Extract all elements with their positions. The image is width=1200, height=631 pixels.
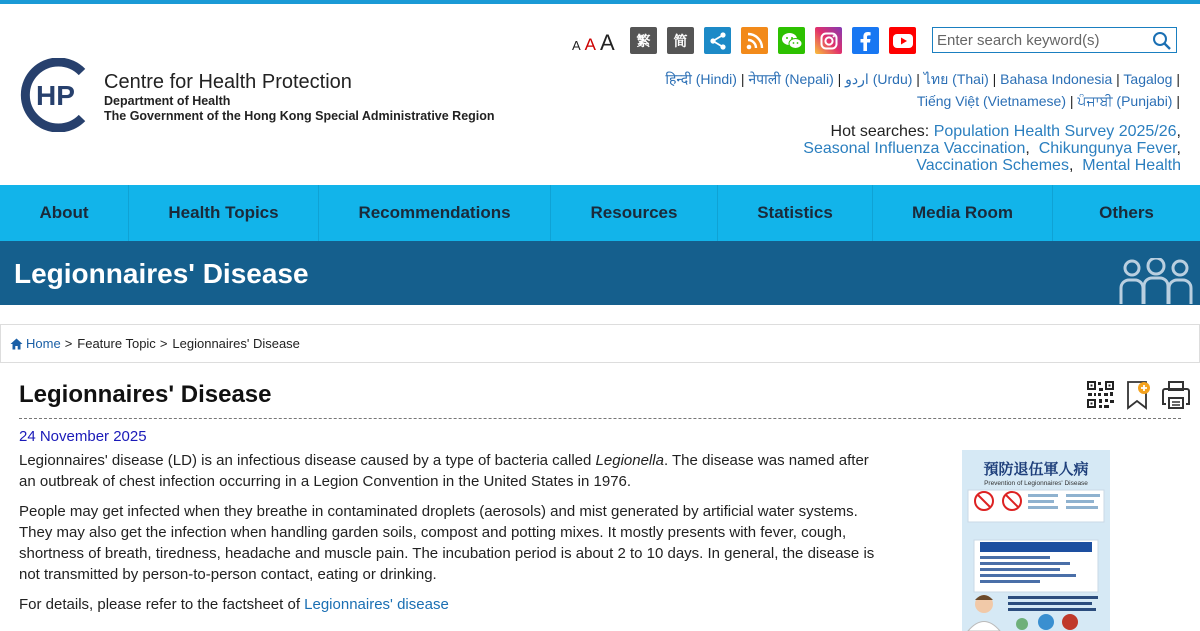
lang-punjabi[interactable]: ਪੰਜਾਬੀ (Punjabi) — [1077, 93, 1173, 109]
svg-text:HP: HP — [36, 80, 75, 111]
site-title[interactable]: Centre for Health Protection — [104, 71, 352, 93]
qr-code-icon[interactable] — [1086, 380, 1115, 409]
instagram-icon[interactable] — [815, 27, 842, 54]
banner-title: Legionnaires' Disease — [14, 258, 309, 289]
wechat-icon[interactable] — [778, 27, 805, 54]
youtube-icon[interactable] — [889, 27, 916, 54]
print-icon[interactable] — [1161, 380, 1191, 410]
nav-recommendations[interactable]: Recommendations — [319, 185, 551, 241]
hot-search-link[interactable]: Mental Health — [1082, 157, 1181, 174]
facebook-icon[interactable] — [852, 27, 879, 54]
poster-subtitle: Prevention of Legionnaires' Disease — [984, 480, 1088, 487]
font-size-large[interactable]: A — [600, 30, 615, 55]
article-paragraph: For details, please refer to the factsheet of Legionnaires' disease — [19, 596, 449, 613]
factsheet-link[interactable]: Legionnaires' disease — [304, 596, 449, 613]
font-size-medium[interactable]: A — [584, 35, 597, 54]
breadcrumb — [0, 324, 1200, 363]
breadcrumb-separator: > — [159, 336, 168, 351]
poster-title: 預防退伍軍人病 — [983, 460, 1089, 478]
nav-media-room[interactable]: Media Room — [873, 185, 1053, 241]
prevention-poster[interactable] — [962, 450, 1110, 631]
lang-vietnamese[interactable]: Tiếng Việt (Vietnamese) — [916, 93, 1066, 109]
simplified-chinese-button[interactable]: 简 — [667, 27, 694, 54]
traditional-chinese-button[interactable]: 繁 — [630, 27, 657, 54]
breadcrumb-home[interactable]: Home — [26, 336, 61, 351]
lang-hindi[interactable]: हिन्दी (Hindi) — [665, 71, 737, 87]
hot-search-link[interactable]: Population Health Survey 2025/26 — [933, 123, 1177, 140]
chp-logo[interactable] — [20, 58, 92, 132]
search-box — [932, 27, 1177, 53]
article-body — [19, 450, 879, 624]
lang-nepali[interactable]: नेपाली (Nepali) — [748, 71, 834, 87]
page-title: Legionnaires' Disease — [19, 381, 272, 408]
font-size-small[interactable]: A — [572, 38, 581, 53]
title-divider — [19, 418, 1181, 419]
search-icon[interactable] — [1152, 31, 1172, 51]
language-links: हिन्दी (Hindi) | नेपाली (Nepali) | اردو (Urdu) | ไทย (Thai) | Bahasa Indonesia | Tagalog | Tiếng Việt (Vietnamese) | ਪੰਜਾਬੀ (Punjabi) | — [665, 71, 1180, 109]
page-tools — [1086, 380, 1191, 410]
lang-indonesian[interactable]: Bahasa Indonesia — [1000, 71, 1113, 87]
nav-resources[interactable]: Resources — [551, 185, 718, 241]
header-tool-icons — [630, 27, 916, 54]
lang-tagalog[interactable]: Tagalog — [1123, 71, 1173, 87]
top-accent-bar — [0, 0, 1200, 4]
site-identity — [104, 70, 495, 124]
breadcrumb-feature-topic[interactable]: Feature Topic — [77, 336, 156, 351]
people-group-icon — [1118, 258, 1194, 306]
publish-date: 24 November 2025 — [19, 428, 147, 445]
nav-health-topics[interactable]: Health Topics — [129, 185, 319, 241]
breadcrumb-separator: > — [64, 336, 73, 351]
nav-others[interactable]: Others — [1099, 203, 1154, 222]
nav-statistics[interactable]: Statistics — [718, 185, 873, 241]
site-department: Department of Health — [104, 94, 231, 108]
lang-thai[interactable]: ไทย (Thai) — [923, 71, 989, 87]
bookmark-icon[interactable] — [1125, 380, 1151, 410]
article-paragraph: Legionnaires' disease (LD) is an infectious disease caused by a type of bacteria called Legionella. The disease was named after an outbreak of chest infection occurring in a Legion Convention in the United States in 1976. — [19, 452, 869, 490]
lang-urdu[interactable]: اردو (Urdu) — [845, 71, 913, 87]
home-icon[interactable] — [10, 338, 23, 350]
rss-icon[interactable] — [741, 27, 768, 54]
font-size-controls — [572, 30, 615, 56]
breadcrumb-current: Legionnaires' Disease — [172, 336, 300, 351]
poster-illustration — [962, 450, 1110, 631]
nav-about[interactable]: About — [0, 185, 129, 241]
hot-searches-label: Hot searches: — [830, 123, 930, 140]
article-paragraph: People may get infected when they breathe in contaminated droplets (aerosols) and mist generated by artificial water systems. They may also get the infection when handling garden soils, compost and potting mixes. It mostly presents with fever, cough, shortness of breath, tiredness, headache and muscle pain. The incubation period is about 2 to 10 days. In general, the disease is not transmitted by person-to-person contact, eating or drinking. — [19, 503, 875, 583]
topic-banner — [0, 241, 1200, 305]
site-government: The Government of the Hong Kong Special Administrative Region — [104, 109, 495, 123]
hot-search-link[interactable]: Chikungunya Fever — [1038, 140, 1177, 157]
share-icon[interactable] — [704, 27, 731, 54]
hot-searches: Hot searches: Population Health Survey 2025/26, Seasonal Influenza Vaccination, Chikungunya Fever, Vaccination Schemes, Mental Health — [803, 123, 1181, 174]
main-nav — [0, 185, 1200, 241]
hot-search-link[interactable]: Vaccination Schemes — [916, 157, 1069, 174]
search-input[interactable] — [933, 28, 1143, 52]
hot-search-link[interactable]: Seasonal Influenza Vaccination — [803, 140, 1026, 157]
